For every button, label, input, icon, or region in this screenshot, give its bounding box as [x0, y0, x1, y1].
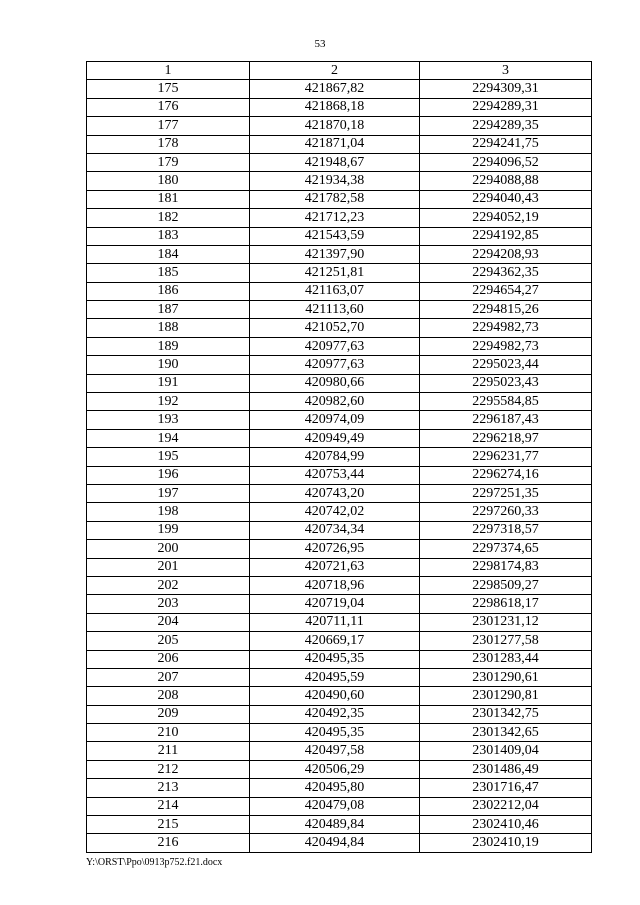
point-number-cell: 189 — [87, 337, 250, 355]
point-number-cell: 196 — [87, 466, 250, 484]
coordinate-y-cell: 2302212,04 — [420, 797, 592, 815]
coordinate-y-cell: 2301283,44 — [420, 650, 592, 668]
coordinate-y-cell: 2296187,43 — [420, 411, 592, 429]
table-row — [87, 724, 592, 742]
point-number-cell: 216 — [87, 834, 250, 852]
coordinate-x-cell: 420982,60 — [250, 393, 420, 411]
coordinate-y-cell: 2294309,31 — [420, 80, 592, 98]
point-number-cell: 178 — [87, 135, 250, 153]
coordinate-x-cell: 420495,59 — [250, 668, 420, 686]
coordinate-y-cell: 2294982,73 — [420, 319, 592, 337]
coordinate-x-cell: 421712,23 — [250, 209, 420, 227]
point-number-cell: 188 — [87, 319, 250, 337]
coordinate-x-cell: 421868,18 — [250, 98, 420, 116]
point-number-cell: 195 — [87, 448, 250, 466]
coordinate-x-cell: 420495,35 — [250, 724, 420, 742]
table-row — [87, 411, 592, 429]
point-number-cell: 181 — [87, 190, 250, 208]
table-row — [87, 632, 592, 650]
coordinate-x-cell: 420494,84 — [250, 834, 420, 852]
coordinate-x-cell: 421163,07 — [250, 282, 420, 300]
table-row — [87, 595, 592, 613]
point-number-cell: 208 — [87, 687, 250, 705]
coordinate-x-cell: 421948,67 — [250, 153, 420, 171]
table-row — [87, 135, 592, 153]
coordinate-y-cell: 2297318,57 — [420, 521, 592, 539]
coordinate-y-cell: 2301342,65 — [420, 724, 592, 742]
point-number-cell: 182 — [87, 209, 250, 227]
point-number-cell: 176 — [87, 98, 250, 116]
coordinate-x-cell: 421397,90 — [250, 245, 420, 263]
table-row — [87, 613, 592, 631]
coordinate-y-cell: 2294362,35 — [420, 264, 592, 282]
point-number-cell: 183 — [87, 227, 250, 245]
coordinate-x-cell: 420977,63 — [250, 356, 420, 374]
point-number-cell: 194 — [87, 429, 250, 447]
coordinate-y-cell: 2294982,73 — [420, 337, 592, 355]
point-number-cell: 214 — [87, 797, 250, 815]
table-row — [87, 80, 592, 98]
point-number-cell: 186 — [87, 282, 250, 300]
table-row — [87, 650, 592, 668]
coordinate-y-cell: 2294815,26 — [420, 301, 592, 319]
table-row — [87, 540, 592, 558]
table-row — [87, 190, 592, 208]
coordinate-x-cell: 420753,44 — [250, 466, 420, 484]
point-number-cell: 190 — [87, 356, 250, 374]
table-row — [87, 779, 592, 797]
point-number-cell: 212 — [87, 760, 250, 778]
table-row — [87, 760, 592, 778]
table-row — [87, 356, 592, 374]
coordinate-y-cell: 2301231,12 — [420, 613, 592, 631]
table-row — [87, 816, 592, 834]
table-row — [87, 98, 592, 116]
table-row — [87, 448, 592, 466]
coordinate-y-cell: 2298618,17 — [420, 595, 592, 613]
coordinate-y-cell: 2295584,85 — [420, 393, 592, 411]
point-number-cell: 180 — [87, 172, 250, 190]
coordinate-y-cell: 2294654,27 — [420, 282, 592, 300]
coordinate-y-cell: 2294096,52 — [420, 153, 592, 171]
point-number-cell: 185 — [87, 264, 250, 282]
coordinate-y-cell: 2296218,97 — [420, 429, 592, 447]
coordinate-x-cell: 420495,35 — [250, 650, 420, 668]
table-body — [87, 80, 592, 852]
coordinate-x-cell: 420742,02 — [250, 503, 420, 521]
table-row — [87, 834, 592, 852]
table-row — [87, 117, 592, 135]
table-row — [87, 337, 592, 355]
table-row — [87, 374, 592, 392]
table-row — [87, 742, 592, 760]
coordinate-x-cell: 420743,20 — [250, 484, 420, 502]
footer-file-path: Y:\ORST\Ppo\0913p752.f21.docx — [86, 857, 223, 868]
table-row — [87, 668, 592, 686]
coordinate-y-cell: 2301277,58 — [420, 632, 592, 650]
point-number-cell: 199 — [87, 521, 250, 539]
coordinate-x-cell: 421251,81 — [250, 264, 420, 282]
point-number-cell: 210 — [87, 724, 250, 742]
coordinate-y-cell: 2294040,43 — [420, 190, 592, 208]
column-header: 1 — [87, 62, 250, 80]
coordinate-x-cell: 420492,35 — [250, 705, 420, 723]
coordinate-y-cell: 2294241,75 — [420, 135, 592, 153]
point-number-cell: 197 — [87, 484, 250, 502]
point-number-cell: 202 — [87, 576, 250, 594]
point-number-cell: 215 — [87, 816, 250, 834]
point-number-cell: 193 — [87, 411, 250, 429]
column-header: 2 — [250, 62, 420, 80]
coordinate-y-cell: 2297374,65 — [420, 540, 592, 558]
coordinate-y-cell: 2296274,16 — [420, 466, 592, 484]
table-row — [87, 172, 592, 190]
coordinate-x-cell: 420490,60 — [250, 687, 420, 705]
coordinate-x-cell: 421871,04 — [250, 135, 420, 153]
coordinate-y-cell: 2301716,47 — [420, 779, 592, 797]
table-row — [87, 576, 592, 594]
table-row — [87, 466, 592, 484]
coordinate-x-cell: 420974,09 — [250, 411, 420, 429]
page-number: 53 — [314, 38, 326, 50]
table-row — [87, 245, 592, 263]
point-number-cell: 207 — [87, 668, 250, 686]
coordinate-y-cell: 2302410,19 — [420, 834, 592, 852]
point-number-cell: 175 — [87, 80, 250, 98]
table-row — [87, 209, 592, 227]
coordinate-y-cell: 2301290,61 — [420, 668, 592, 686]
table-row — [87, 558, 592, 576]
coordinate-x-cell: 420718,96 — [250, 576, 420, 594]
coordinate-x-cell: 420719,04 — [250, 595, 420, 613]
coordinate-y-cell: 2294088,88 — [420, 172, 592, 190]
coordinate-x-cell: 420977,63 — [250, 337, 420, 355]
coordinate-x-cell: 420711,11 — [250, 613, 420, 631]
table-row — [87, 503, 592, 521]
table-row — [87, 301, 592, 319]
column-header: 3 — [420, 62, 592, 80]
table-row — [87, 521, 592, 539]
coordinate-y-cell: 2301486,49 — [420, 760, 592, 778]
coordinate-y-cell: 2301409,04 — [420, 742, 592, 760]
point-number-cell: 205 — [87, 632, 250, 650]
coordinate-x-cell: 421934,38 — [250, 172, 420, 190]
table-row — [87, 282, 592, 300]
coordinate-y-cell: 2298174,83 — [420, 558, 592, 576]
point-number-cell: 187 — [87, 301, 250, 319]
coordinate-x-cell: 421052,70 — [250, 319, 420, 337]
table-row — [87, 153, 592, 171]
coordinate-x-cell: 421113,60 — [250, 301, 420, 319]
coordinates-table — [86, 61, 592, 853]
point-number-cell: 211 — [87, 742, 250, 760]
coordinate-y-cell: 2295023,43 — [420, 374, 592, 392]
table-row — [87, 429, 592, 447]
coordinate-y-cell: 2297260,33 — [420, 503, 592, 521]
coordinate-x-cell: 420980,66 — [250, 374, 420, 392]
coordinate-x-cell: 420495,80 — [250, 779, 420, 797]
coordinate-y-cell: 2296231,77 — [420, 448, 592, 466]
point-number-cell: 177 — [87, 117, 250, 135]
point-number-cell: 201 — [87, 558, 250, 576]
coordinate-x-cell: 421870,18 — [250, 117, 420, 135]
coordinate-y-cell: 2301290,81 — [420, 687, 592, 705]
point-number-cell: 209 — [87, 705, 250, 723]
coordinate-y-cell: 2294052,19 — [420, 209, 592, 227]
coordinate-x-cell: 420489,84 — [250, 816, 420, 834]
coordinate-y-cell: 2301342,75 — [420, 705, 592, 723]
coordinate-x-cell: 420726,95 — [250, 540, 420, 558]
coordinate-x-cell: 420734,34 — [250, 521, 420, 539]
table-row — [87, 705, 592, 723]
table-row — [87, 227, 592, 245]
table-header-row — [87, 62, 592, 80]
coordinate-y-cell: 2298509,27 — [420, 576, 592, 594]
coordinate-x-cell: 421782,58 — [250, 190, 420, 208]
point-number-cell: 204 — [87, 613, 250, 631]
coordinate-x-cell: 421867,82 — [250, 80, 420, 98]
coordinate-x-cell: 420949,49 — [250, 429, 420, 447]
coordinate-y-cell: 2294192,85 — [420, 227, 592, 245]
coordinate-x-cell: 420669,17 — [250, 632, 420, 650]
table-row — [87, 687, 592, 705]
coordinate-x-cell: 420506,29 — [250, 760, 420, 778]
coordinate-x-cell: 420784,99 — [250, 448, 420, 466]
coordinate-y-cell: 2294289,31 — [420, 98, 592, 116]
coordinate-y-cell: 2302410,46 — [420, 816, 592, 834]
point-number-cell: 184 — [87, 245, 250, 263]
point-number-cell: 213 — [87, 779, 250, 797]
coordinate-y-cell: 2297251,35 — [420, 484, 592, 502]
point-number-cell: 203 — [87, 595, 250, 613]
point-number-cell: 206 — [87, 650, 250, 668]
point-number-cell: 200 — [87, 540, 250, 558]
coordinate-x-cell: 420497,58 — [250, 742, 420, 760]
point-number-cell: 191 — [87, 374, 250, 392]
point-number-cell: 192 — [87, 393, 250, 411]
table-row — [87, 319, 592, 337]
coordinate-y-cell: 2294208,93 — [420, 245, 592, 263]
table-row — [87, 484, 592, 502]
table-row — [87, 393, 592, 411]
table-row — [87, 264, 592, 282]
coordinate-y-cell: 2295023,44 — [420, 356, 592, 374]
coordinate-x-cell: 420479,08 — [250, 797, 420, 815]
point-number-cell: 198 — [87, 503, 250, 521]
point-number-cell: 179 — [87, 153, 250, 171]
coordinate-x-cell: 420721,63 — [250, 558, 420, 576]
coordinate-y-cell: 2294289,35 — [420, 117, 592, 135]
table-row — [87, 797, 592, 815]
coordinate-x-cell: 421543,59 — [250, 227, 420, 245]
